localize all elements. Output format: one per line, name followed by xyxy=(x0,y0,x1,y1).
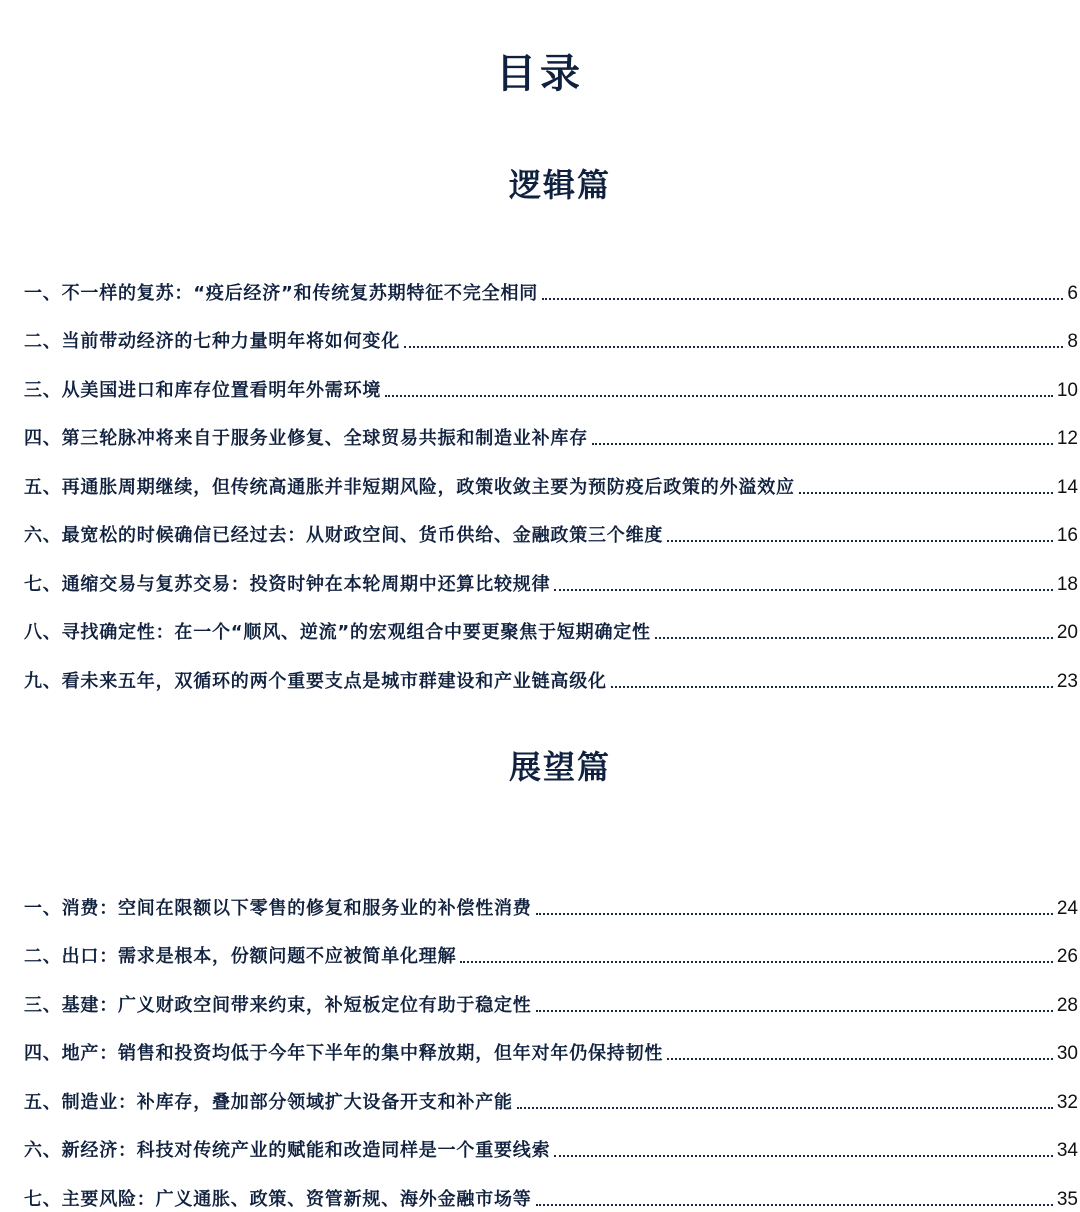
toc-entry-label: 三、从美国进口和库存位置看明年外需环境 xyxy=(24,379,382,401)
toc-entry-label: 一、不一样的复苏：“疫后经济”和传统复苏期特征不完全相同 xyxy=(24,282,539,304)
toc-entry-label: 二、当前带动经济的七种力量明年将如何变化 xyxy=(24,331,400,352)
toc-entry[interactable] xyxy=(24,921,1078,970)
section-title-outlook: 展望篇 xyxy=(508,748,611,786)
section-title-logic: 逻辑篇 xyxy=(508,166,611,204)
toc-entry-page: 10 xyxy=(1056,379,1078,401)
toc-entry[interactable] xyxy=(24,257,1078,306)
toc-entry[interactable] xyxy=(24,872,1078,921)
dot-leader xyxy=(592,443,1053,445)
toc-entry-page: 32 xyxy=(1056,1091,1078,1113)
toc-list-outlook xyxy=(24,872,1078,1212)
dot-leader xyxy=(667,540,1053,542)
dot-leader xyxy=(655,637,1053,639)
dot-leader xyxy=(554,1155,1052,1157)
toc-entry-label: 一、消费：空间在限额以下零售的修复和服务业的补偿性消费 xyxy=(24,897,532,919)
toc-entry-page: 12 xyxy=(1056,428,1078,449)
toc-entry-page: 23 xyxy=(1056,670,1078,692)
dot-leader xyxy=(536,913,1053,915)
toc-entry-page: 16 xyxy=(1056,525,1078,546)
dot-leader xyxy=(517,1107,1053,1109)
toc-entry-page: 26 xyxy=(1056,946,1078,967)
toc-entry-label: 九、看未来五年，双循环的两个重要支点是城市群建设和产业链高级化 xyxy=(24,670,607,692)
toc-entry[interactable] xyxy=(24,1115,1078,1164)
dot-leader xyxy=(385,395,1053,397)
dot-leader xyxy=(404,346,1063,348)
toc-entry-page: 6 xyxy=(1067,282,1078,304)
toc-entry[interactable] xyxy=(24,645,1078,694)
toc-entry-label: 七、主要风险：广义通胀、政策、资管新规、海外金融市场等 xyxy=(24,1188,532,1210)
dot-leader xyxy=(542,298,1063,300)
toc-list-logic xyxy=(24,257,1078,694)
toc-entry[interactable] xyxy=(24,1018,1078,1067)
toc-entry[interactable] xyxy=(24,969,1078,1018)
toc-entry[interactable] xyxy=(24,354,1078,403)
dot-leader xyxy=(667,1058,1053,1060)
toc-entry-page: 30 xyxy=(1056,1043,1078,1064)
dot-leader xyxy=(611,686,1053,688)
toc-entry-page: 28 xyxy=(1056,994,1078,1016)
toc-entry[interactable] xyxy=(24,306,1078,355)
toc-entry-label: 六、新经济：科技对传统产业的赋能和改造同样是一个重要线索 xyxy=(24,1140,551,1161)
toc-entry-label: 二、出口：需求是根本，份额问题不应被简单化理解 xyxy=(24,946,457,967)
toc-entry-label: 四、地产：销售和投资均低于今年下半年的集中释放期，但年对年仍保持韧性 xyxy=(24,1043,664,1064)
toc-entry-label: 四、第三轮脉冲将来自于服务业修复、全球贸易共振和制造业补库存 xyxy=(24,428,588,449)
toc-entry-label: 六、最宽松的时候确信已经过去：从财政空间、货币供给、金融政策三个维度 xyxy=(24,525,664,546)
toc-entry-page: 8 xyxy=(1067,331,1078,352)
toc-entry-page: 14 xyxy=(1056,476,1078,498)
dot-leader xyxy=(554,589,1052,591)
toc-entry-label: 五、制造业：补库存，叠加部分领域扩大设备开支和补产能 xyxy=(24,1091,513,1113)
toc-entry[interactable] xyxy=(24,548,1078,597)
dot-leader xyxy=(460,961,1052,963)
toc-entry[interactable] xyxy=(24,500,1078,549)
toc-entry[interactable] xyxy=(24,403,1078,452)
dot-leader xyxy=(799,492,1053,494)
toc-entry-page: 35 xyxy=(1056,1188,1078,1210)
toc-entry[interactable] xyxy=(24,597,1078,646)
page-title: 目录 xyxy=(496,50,584,97)
toc-entry[interactable] xyxy=(24,1163,1078,1212)
toc-entry-page: 34 xyxy=(1056,1140,1078,1161)
toc-entry-page: 20 xyxy=(1056,622,1078,643)
toc-entry-label: 八、寻找确定性：在一个“顺风、逆流”的宏观组合中要更聚焦于短期确定性 xyxy=(24,622,651,643)
toc-entry-page: 24 xyxy=(1056,897,1078,919)
toc-entry[interactable] xyxy=(24,451,1078,500)
toc-entry-label: 五、再通胀周期继续，但传统高通胀并非短期风险，政策收敛主要为预防疫后政策的外溢效应 xyxy=(24,476,795,498)
toc-entry-label: 三、基建：广义财政空间带来约束，补短板定位有助于稳定性 xyxy=(24,994,532,1016)
toc-entry-label: 七、通缩交易与复苏交易：投资时钟在本轮周期中还算比较规律 xyxy=(24,573,551,595)
dot-leader xyxy=(536,1010,1053,1012)
toc-entry-page: 18 xyxy=(1056,573,1078,595)
dot-leader xyxy=(536,1204,1053,1206)
toc-entry[interactable] xyxy=(24,1066,1078,1115)
